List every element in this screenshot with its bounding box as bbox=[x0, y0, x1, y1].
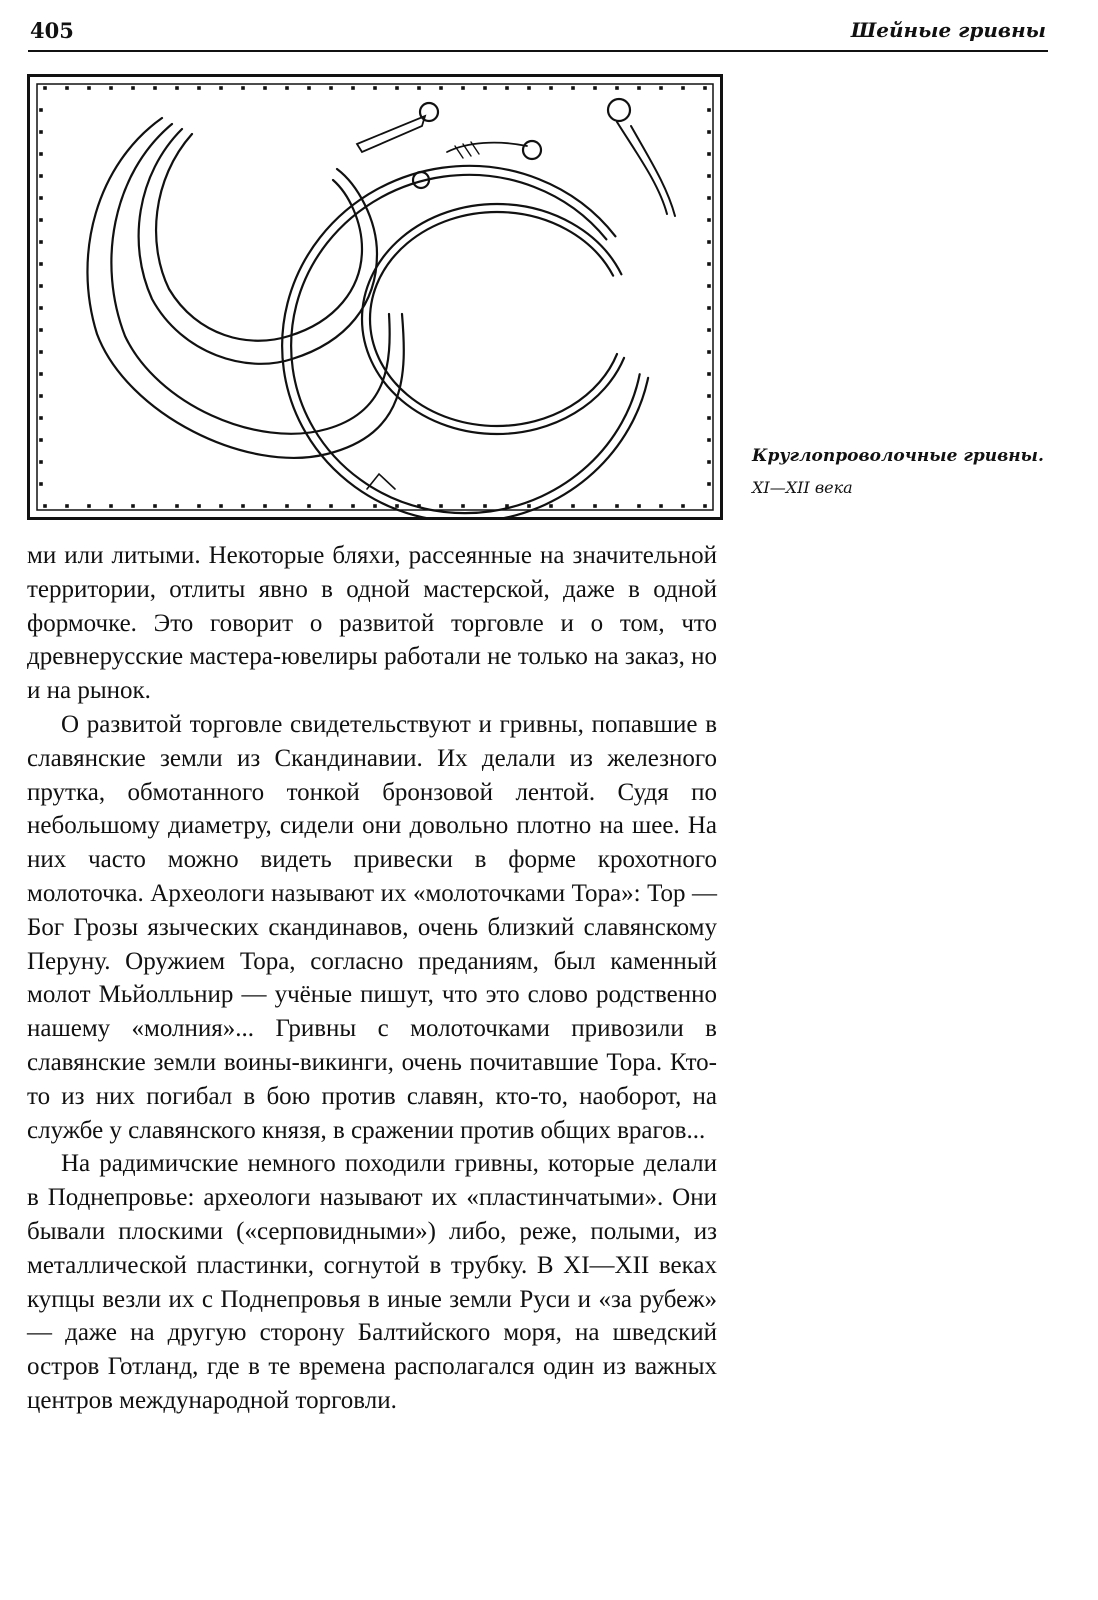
body-text bbox=[27, 539, 717, 1418]
paragraph: О развитой торговле свидетельствуют и гривны, попавшие в славянские земли из Скандинавии. Их делали из железного прутка, обмотанного тонкой бронзовой лентой. Судя по небольшому диаметру, сидели они довольно плотно на шее. На них часто можно видеть привески в форме крохотного молоточка. Археологи называют их «молоточками Тора»: Тор — Бог Грозы языческих скандинавов, очень близкий славянскому Перуну. Оружием Тора, согласно преданиям, был каменный молот Мьйолльнир — учёные пишут, что это слово родственно нашему «молния»... Гривны с молоточками привозили в славянские земли воины-викинги, очень почитавшие Тора. Кто-то из них погибал в бою против славян, кто-то, наоборот, на службе у славянского князя, в сражении против общих врагов... bbox=[27, 710, 717, 1144]
torc-illustration bbox=[27, 74, 723, 520]
caption-title: Круглопроволочные гривны. bbox=[752, 446, 1044, 466]
frame-dots bbox=[39, 86, 711, 508]
crescent-torc bbox=[87, 118, 403, 489]
paragraph: ми или литыми. Некоторые бляхи, рассеянные на значительной территории, отлиты явно в одной мастерской, даже в одной формочке. Это говорит о развитой торговле и о том, что древнерусские мастера-ювелиры работали не только на заказ, но и на рынок. bbox=[27, 542, 717, 705]
running-header-title: Шейные гривны bbox=[850, 18, 1046, 42]
large-wire-torc bbox=[259, 99, 675, 520]
small-wire-torc bbox=[362, 141, 632, 434]
paragraph: На радимичские немного походили гривны, которые делали в Поднепровье: археологи называют их «пластинчатыми». Они бывали плоскими («серповидными») либо, реже, полыми, из металлической пластинки, согнутой в трубку. В XI—XII веках купцы везли их с Поднепровья в иные земли Руси и «за рубеж» — даже на другую сторону Балтийского моря, на шведский остров Готланд, где в те времена располагался один из важных центров международной торговли. bbox=[27, 1150, 717, 1414]
header-rule bbox=[28, 50, 1048, 52]
page-number: 405 bbox=[30, 18, 74, 43]
figure-caption bbox=[752, 444, 1062, 500]
frame-outer bbox=[29, 76, 722, 519]
caption-date: XI—XII века bbox=[752, 478, 853, 497]
frame-inner bbox=[37, 84, 713, 510]
